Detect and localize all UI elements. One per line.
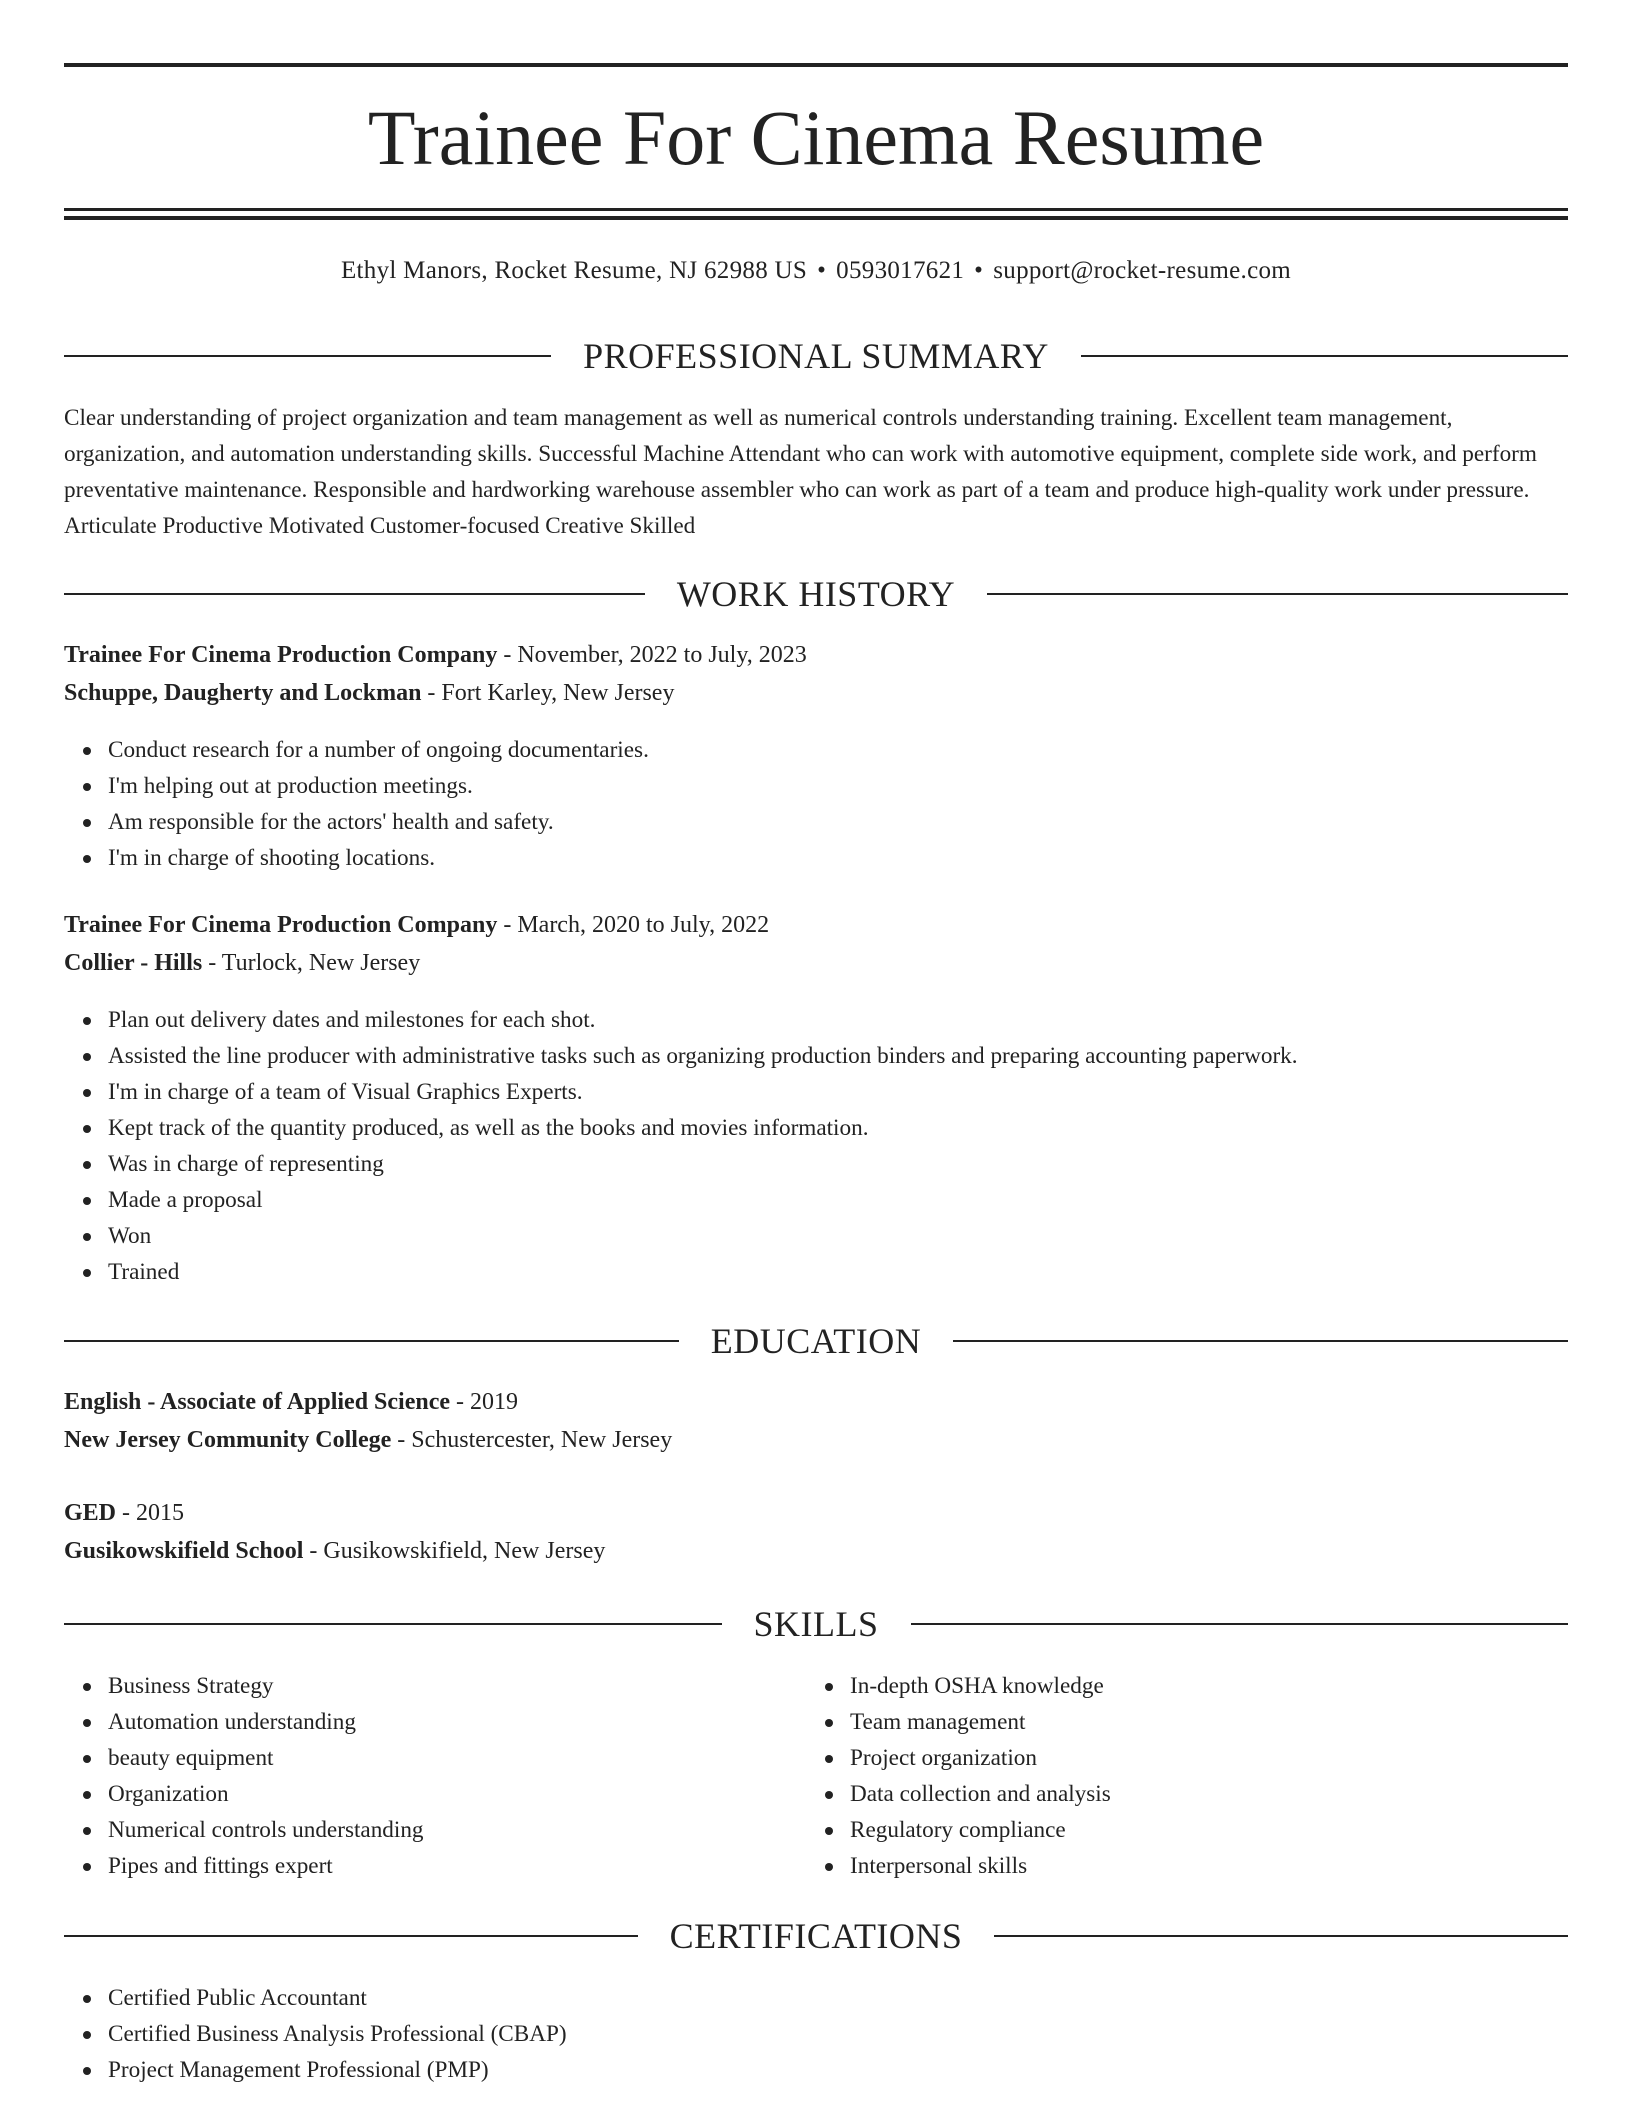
heading-rule <box>64 355 551 357</box>
company-location: - Fort Karley, New Jersey <box>421 680 675 706</box>
summary-text: Clear understanding of project organization and team management as well as numerical controls understanding training. Excellent team management, organization, and automation understanding skills. Successful Machine Attendant who can work with automotive equipment, complete side work, and perform preventative maintenance. Responsible and hardworking warehouse assembler who can work as part of a team and produce high-quality work under pressure. Articulate Productive Motivated Customer-focused Creative Skilled <box>64 405 1537 539</box>
section-heading-work <box>64 572 1568 616</box>
work-entry-2-bullets <box>64 1002 1568 1290</box>
job-dates: - November, 2022 to July, 2023 <box>497 642 807 668</box>
certification-item: Certified Public Accountant <box>108 1980 1568 2016</box>
heading-rule <box>64 1623 722 1625</box>
skill-item: Regulatory compliance <box>850 1812 1550 1848</box>
section-heading-label: EDUCATION <box>710 1321 922 1361</box>
company-name: Schuppe, Daugherty and Lockman <box>64 680 422 706</box>
heading-rule <box>911 1623 1569 1625</box>
section-heading-summary <box>64 334 1568 378</box>
list-item: Assisted the line producer with administrative tasks such as organizing production binders and preparing accounting paperwork. <box>108 1038 1568 1074</box>
list-item: Trained <box>108 1254 1568 1290</box>
header-bottom-rule-1 <box>64 208 1568 211</box>
skill-item: Numerical controls understanding <box>108 1812 808 1848</box>
heading-rule <box>64 1340 679 1342</box>
contact-separator: • <box>817 257 827 284</box>
list-item: Was in charge of representing <box>108 1146 1568 1182</box>
education-entry-2-school <box>64 1534 605 1568</box>
degree-name: GED <box>64 1500 117 1526</box>
skill-item: Business Strategy <box>108 1668 808 1704</box>
list-item: I'm helping out at production meetings. <box>108 768 1568 804</box>
heading-rule <box>953 1340 1568 1342</box>
company-location: - Turlock, New Jersey <box>202 950 421 976</box>
school-name: Gusikowskifield School <box>64 1538 304 1564</box>
heading-rule <box>987 593 1568 595</box>
skill-item: Project organization <box>850 1740 1550 1776</box>
certification-item: Project Management Professional (PMP) <box>108 2052 1568 2088</box>
list-item: Made a proposal <box>108 1182 1568 1218</box>
job-role: Trainee For Cinema Production Company <box>64 642 498 668</box>
skill-item: Team management <box>850 1704 1550 1740</box>
degree-name: English - Associate of Applied Science <box>64 1389 451 1415</box>
skills-list-right <box>806 1668 1550 1884</box>
education-entry-2-degree <box>64 1496 184 1530</box>
list-item: Plan out delivery dates and milestones for each shot. <box>108 1002 1568 1038</box>
section-heading-certifications <box>64 1914 1568 1958</box>
heading-rule <box>1081 355 1568 357</box>
list-item: I'm in charge of a team of Visual Graphics Experts. <box>108 1074 1568 1110</box>
section-heading-label: WORK HISTORY <box>676 574 956 614</box>
heading-rule <box>64 593 645 595</box>
section-heading-label: PROFESSIONAL SUMMARY <box>583 336 1049 376</box>
skill-item: beauty equipment <box>108 1740 808 1776</box>
work-entry-1-title <box>64 638 807 672</box>
contact-address: Ethyl Manors, Rocket Resume, NJ 62988 US <box>340 257 808 284</box>
work-entry-2-company <box>64 946 420 980</box>
certifications-list <box>64 1980 1568 2088</box>
section-heading-label: CERTIFICATIONS <box>669 1916 963 1956</box>
contact-phone: 0593017621 <box>836 257 965 284</box>
certification-item: Certified Business Analysis Professional (CBAP) <box>108 2016 1568 2052</box>
skill-item: Pipes and fittings expert <box>108 1848 808 1884</box>
header-top-rule <box>64 63 1568 67</box>
work-entry-1-bullets <box>64 732 1568 876</box>
job-role: Trainee For Cinema Production Company <box>64 912 498 938</box>
list-item: Am responsible for the actors' health and safety. <box>108 804 1568 840</box>
list-item: I'm in charge of shooting locations. <box>108 840 1568 876</box>
contact-email: support@rocket-resume.com <box>993 257 1292 284</box>
contact-separator: • <box>974 257 984 284</box>
education-entry-1-school <box>64 1423 672 1457</box>
list-item: Won <box>108 1218 1568 1254</box>
work-entry-1-company <box>64 676 674 710</box>
education-entry-1-degree <box>64 1385 518 1419</box>
section-heading-label: SKILLS <box>753 1604 879 1644</box>
heading-rule <box>994 1935 1568 1937</box>
header-bottom-rule-2 <box>64 216 1568 220</box>
skill-item: Interpersonal skills <box>850 1848 1550 1884</box>
skills-list-left <box>64 1668 808 1884</box>
contact-line <box>64 254 1568 288</box>
list-item: Conduct research for a number of ongoing documentaries. <box>108 732 1568 768</box>
job-dates: - March, 2020 to July, 2022 <box>497 912 770 938</box>
company-name: Collier - Hills <box>64 950 203 976</box>
skill-item: Organization <box>108 1776 808 1812</box>
work-entry-2-title <box>64 908 769 942</box>
school-location: - Gusikowskifield, New Jersey <box>303 1538 606 1564</box>
degree-year: - 2015 <box>116 1500 185 1526</box>
skill-item: Data collection and analysis <box>850 1776 1550 1812</box>
skill-item: Automation understanding <box>108 1704 808 1740</box>
degree-year: - 2019 <box>450 1389 519 1415</box>
school-location: - Schustercester, New Jersey <box>391 1427 673 1453</box>
resume-title: Trainee For Cinema Resume <box>367 94 1265 181</box>
heading-rule <box>64 1935 638 1937</box>
skill-item: In-depth OSHA knowledge <box>850 1668 1550 1704</box>
list-item: Kept track of the quantity produced, as well as the books and movies information. <box>108 1110 1568 1146</box>
section-heading-education <box>64 1319 1568 1363</box>
section-heading-skills <box>64 1602 1568 1646</box>
school-name: New Jersey Community College <box>64 1427 392 1453</box>
